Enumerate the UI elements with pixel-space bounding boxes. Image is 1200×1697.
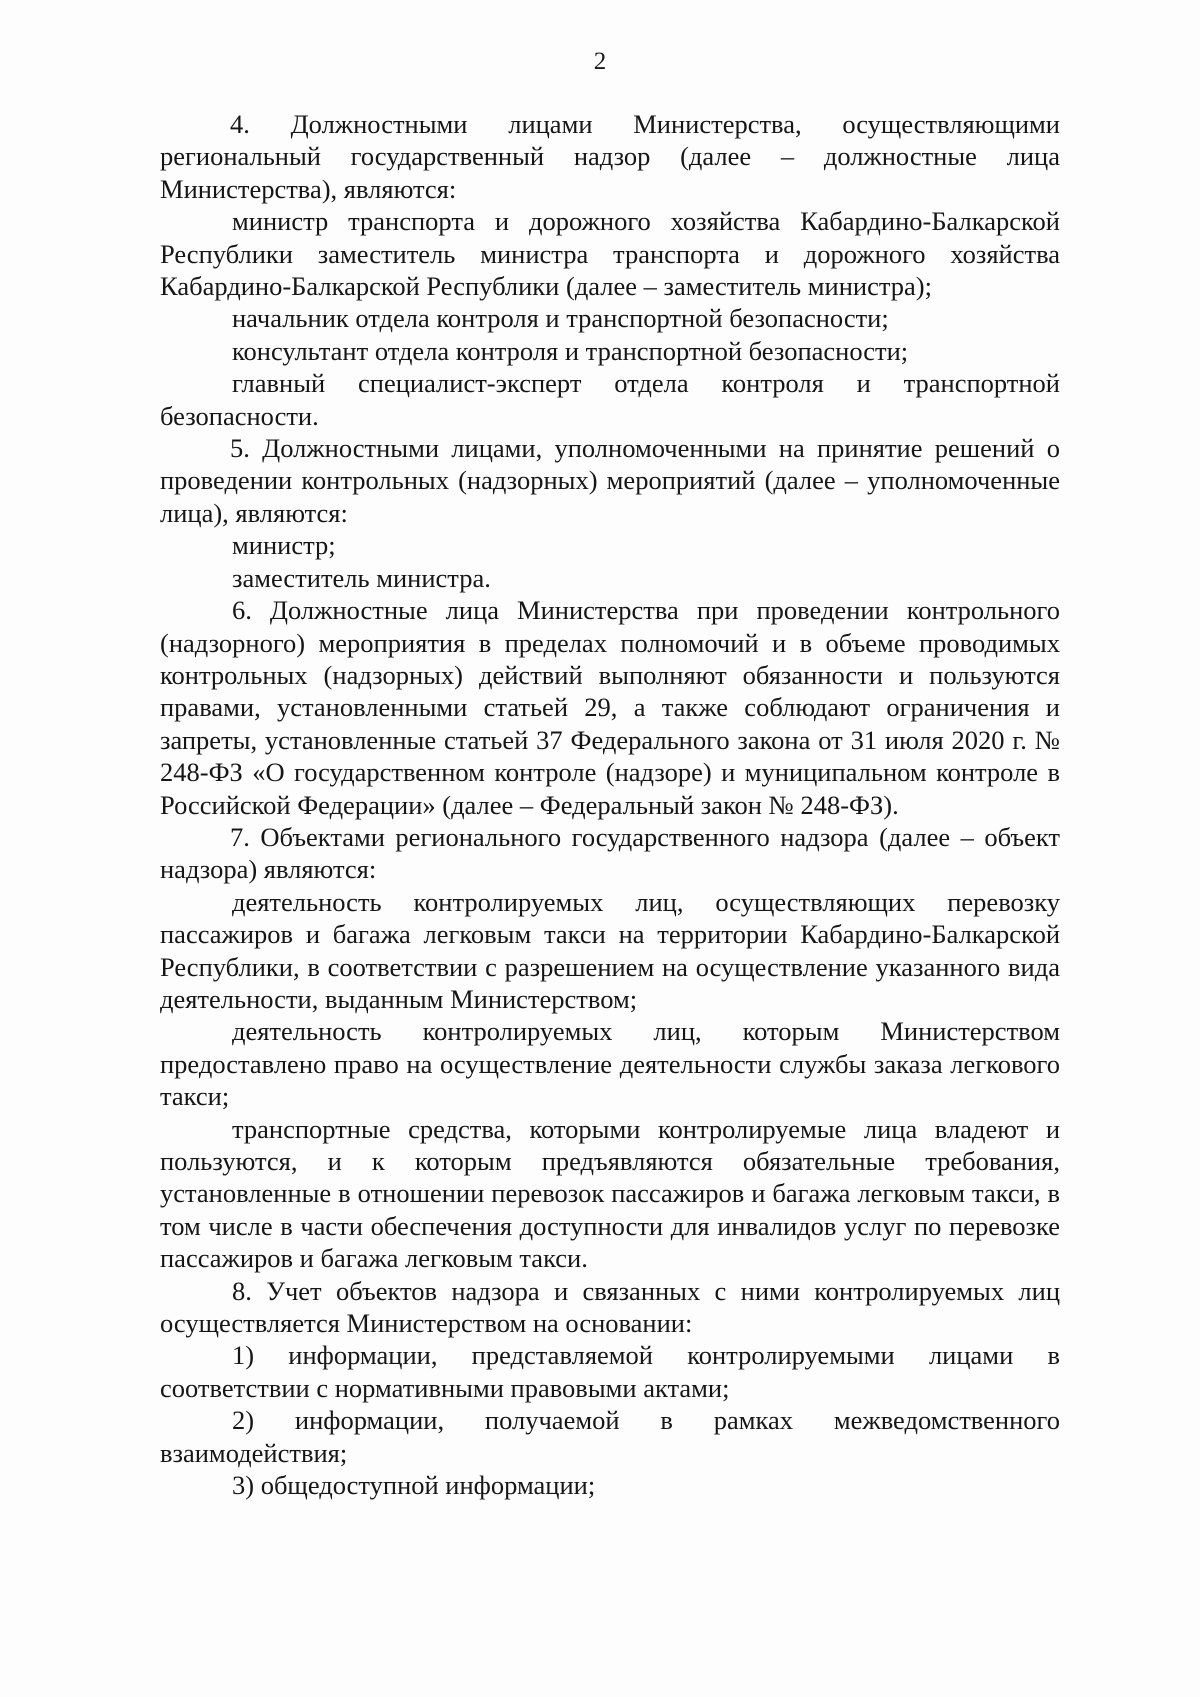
paragraph-8-item-1: 1) информации, представляемой контролируемыми лицами в соответствии с нормативными правовыми актами;	[160, 1340, 1060, 1403]
paragraph-5: 5. Должностными лицами, уполномоченными на принятие решений о проведении контрольных (надзорных) мероприятий (далее – уполномоченные лица), являются:	[160, 433, 1060, 528]
paragraph-8: 8. Учет объектов надзора и связанных с ними контролируемых лиц осуществляется Министерством на основании:	[160, 1275, 1060, 1339]
paragraph-7-item-taxi-carriers: деятельность контролируемых лиц, осуществляющих перевозку пассажиров и багажа легковым такси на территории Кабардино-Балкарской Республики, в соответствии с разрешением на осуществление указанного вида деятельности, выданным Министерством;	[160, 886, 1060, 1014]
paragraph-8-item-2: 2) информации, получаемой в рамках межведомственного взаимодействия;	[160, 1405, 1060, 1468]
paragraph-4-item-specialist: главный специалист-эксперт отдела контроля и транспортной безопасности.	[160, 368, 1060, 431]
paragraph-4-item-minister: министр транспорта и дорожного хозяйства Кабардино-Балкарской Республики заместитель министра транспорта и дорожного хозяйства Кабардино-Балкарской Республики (далее – заместитель министра);	[160, 206, 1060, 302]
paragraph-4: 4. Должностными лицами Министерства, осуществляющими региональный государственный надзор (далее – должностные лица Министерства), являются:	[160, 109, 1060, 204]
paragraph-6: 6. Должностные лица Министерства при проведении контрольного (надзорного) мероприятия в пределах полномочий и в объеме проводимых контрольных (надзорных) действий выполняют обязанности и пользуются правами, установленными статьей 29, а также соблюдают ограничения и запреты, установленные статьей 37 Федерального закона от 31 июля 2020 г. № 248-ФЗ «О государственном контроле (надзоре) и муниципальном контроле в Российской Федерации» (далее – Федеральный закон № 248-ФЗ).	[160, 595, 1060, 820]
paragraph-8-item-3: 3) общедоступной информации;	[232, 1470, 596, 1501]
paragraph-7-item-taxi-dispatch: деятельность контролируемых лиц, которым Министерством предоставлено право на осуществление деятельности службы заказа легкового такси;	[160, 1016, 1060, 1112]
paragraph-7: 7. Объектами регионального государственного надзора (далее – объект надзора) являются:	[160, 821, 1060, 885]
paragraph-4-item-consultant: консультант отдела контроля и транспортной безопасности;	[232, 335, 909, 366]
paragraph-7-item-vehicles: транспортные средства, которыми контролируемые лица владеют и пользуются, и к которым предъявляются обязательные требования, установленные в отношении перевозок пассажиров и багажа легковым такси, в том числе в части обеспечения доступности для инвалидов услуг по перевозке пассажиров и багажа легковым такси.	[160, 1113, 1060, 1274]
page-number: 2	[593, 48, 607, 75]
paragraph-5-item-deputy: заместитель министра.	[232, 562, 491, 593]
paragraph-5-item-minister: министр;	[232, 530, 336, 561]
document-body	[160, 108, 1060, 1501]
paragraph-4-item-head: начальник отдела контроля и транспортной безопасности;	[232, 303, 889, 334]
